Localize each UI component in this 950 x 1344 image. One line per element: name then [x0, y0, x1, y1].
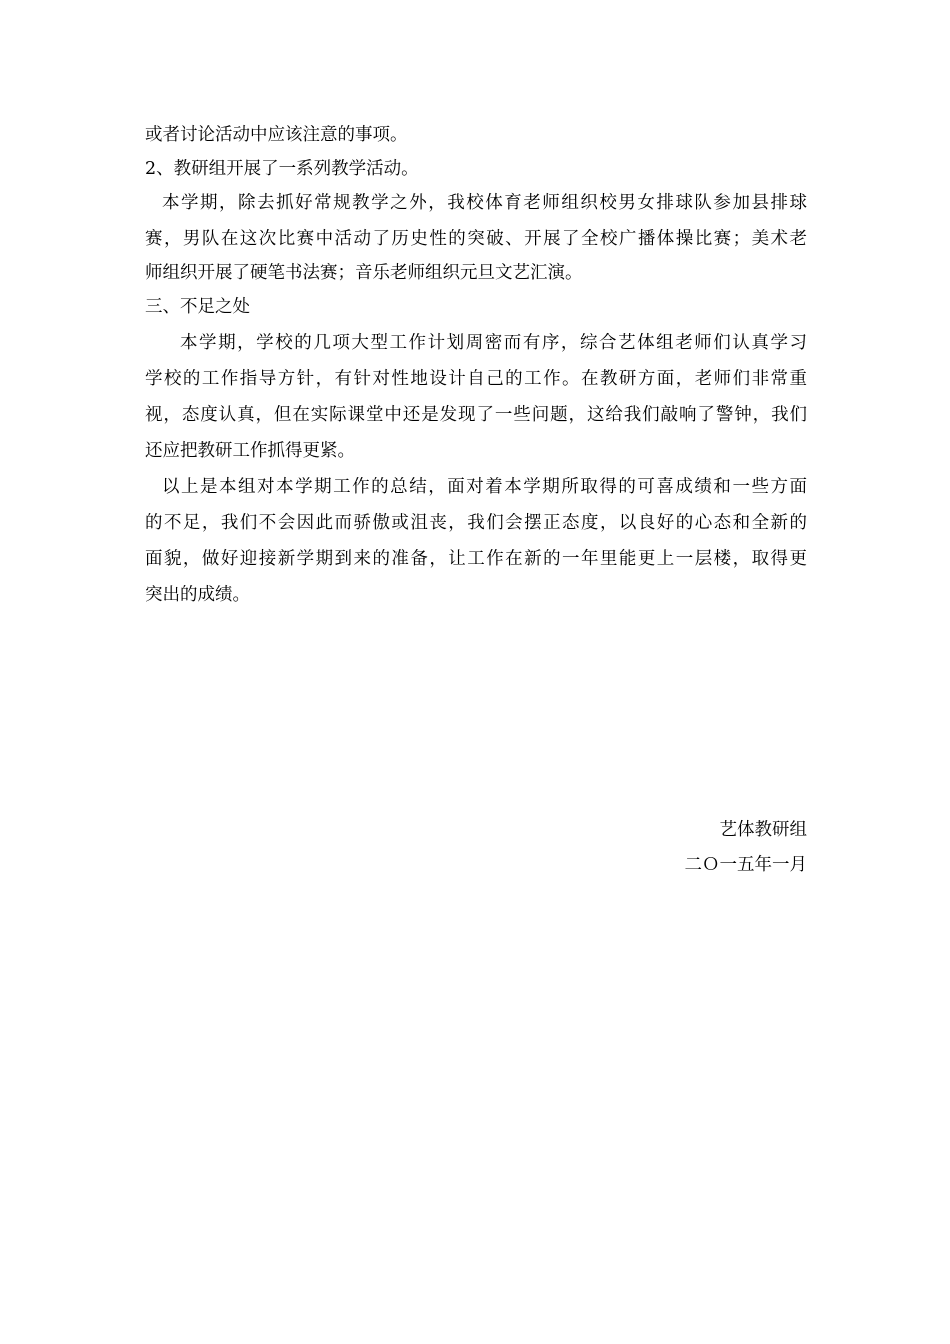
paragraph-line: 面貌，做好迎接新学期到来的准备，让工作在新的一年里能更上一层楼，取得更	[145, 549, 807, 569]
paragraph-line: 视，态度认真，但在实际课堂中还是发现了一些问题，这给我们敲响了警钟，我们	[145, 405, 807, 425]
paragraph-line: 本学期，除去抓好常规教学之外，我校体育老师组织校男女排球队参加县排球	[162, 193, 807, 213]
section-heading-2: 2、教研组开展了一系列教学活动。	[145, 159, 419, 179]
paragraph-line: 本学期，学校的几项大型工作计划周密而有序，综合艺体组老师们认真学习	[180, 333, 807, 353]
signature-block	[685, 813, 808, 883]
paragraph-line: 还应把教研工作抓得更紧。	[145, 441, 355, 461]
paragraph-line: 的不足，我们不会因此而骄傲或沮丧，我们会摆正态度，以良好的心态和全新的	[145, 513, 807, 533]
document-body	[145, 117, 807, 613]
paragraph-line: 以上是本组对本学期工作的总结，面对着本学期所取得的可喜成绩和一些方面	[162, 477, 807, 497]
paragraph-conclusion	[145, 469, 807, 613]
paragraph-activities	[145, 185, 807, 289]
section-heading-3: 三、不足之处	[145, 297, 250, 317]
paragraph-line: 或者讨论活动中应该注意的事项。	[145, 125, 408, 145]
signature-date: 二Ｏ一五年一月	[684, 855, 807, 875]
paragraph-line: 学校的工作指导方针，有针对性地设计自己的工作。在教研方面，老师们非常重	[145, 369, 807, 389]
paragraph-line: 师组织开展了硬笔书法赛；音乐老师组织元旦文艺汇演。	[145, 263, 583, 283]
signature-organization: 艺体教研组	[719, 820, 807, 840]
paragraph-line: 突出的成绩。	[145, 585, 250, 605]
paragraph-line: 赛，男队在这次比赛中活动了历史性的突破、开展了全校广播体操比赛；美术老	[145, 229, 807, 249]
paragraph-shortcomings	[145, 325, 807, 469]
